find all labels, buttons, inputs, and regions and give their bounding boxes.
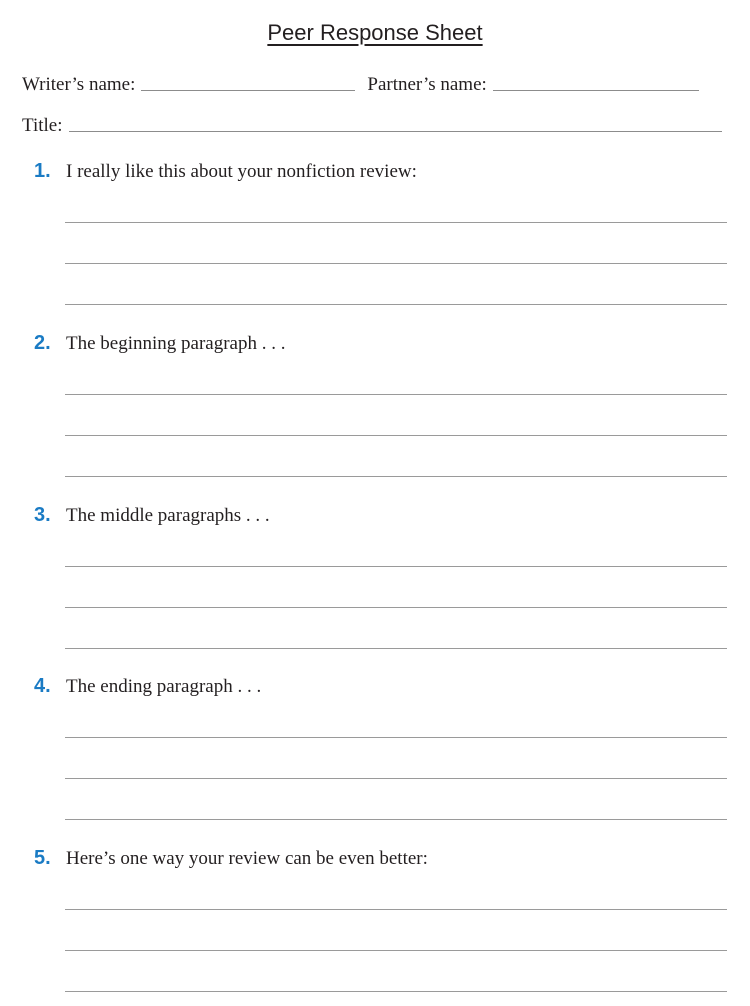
question-number: 3. (34, 504, 51, 526)
question-prompt: Here’s one way your review can be even better: (66, 848, 428, 869)
page-title (0, 20, 750, 46)
question-5 (34, 847, 734, 870)
question-number: 4. (34, 675, 51, 697)
question-number: 2. (34, 332, 51, 354)
writer-name-label: Writer’s name: (22, 74, 136, 95)
question-prompt: The beginning paragraph . . . (66, 333, 286, 354)
answer-line[interactable] (65, 435, 727, 436)
question-4 (34, 675, 734, 698)
answer-line[interactable] (65, 950, 727, 951)
question-1 (34, 160, 734, 183)
question-3 (34, 504, 734, 527)
answer-line[interactable] (65, 819, 727, 820)
answer-line[interactable] (65, 304, 727, 305)
answer-line[interactable] (65, 648, 727, 649)
answer-line[interactable] (65, 222, 727, 223)
question-number: 5. (34, 847, 51, 869)
title-field-row (22, 115, 722, 137)
partner-name-field[interactable] (493, 89, 699, 91)
answer-line[interactable] (65, 394, 727, 395)
answer-line[interactable] (65, 476, 727, 477)
question-number: 1. (34, 160, 51, 182)
answer-line[interactable] (65, 909, 727, 910)
answer-line[interactable] (65, 566, 727, 567)
question-prompt: I really like this about your nonfiction review: (66, 161, 417, 182)
partner-name-label: Partner’s name: (367, 74, 487, 95)
answer-line[interactable] (65, 263, 727, 264)
answer-line[interactable] (65, 607, 727, 608)
name-fields-row (22, 74, 699, 96)
title-label: Title: (22, 115, 63, 136)
answer-line[interactable] (65, 778, 727, 779)
answer-line[interactable] (65, 737, 727, 738)
title-field[interactable] (69, 130, 722, 132)
question-prompt: The ending paragraph . . . (66, 676, 262, 697)
answer-line[interactable] (65, 991, 727, 992)
writer-name-field[interactable] (141, 89, 355, 91)
question-prompt: The middle paragraphs . . . (66, 505, 270, 526)
question-2 (34, 332, 734, 355)
title-text: Peer Response Sheet (267, 20, 483, 45)
